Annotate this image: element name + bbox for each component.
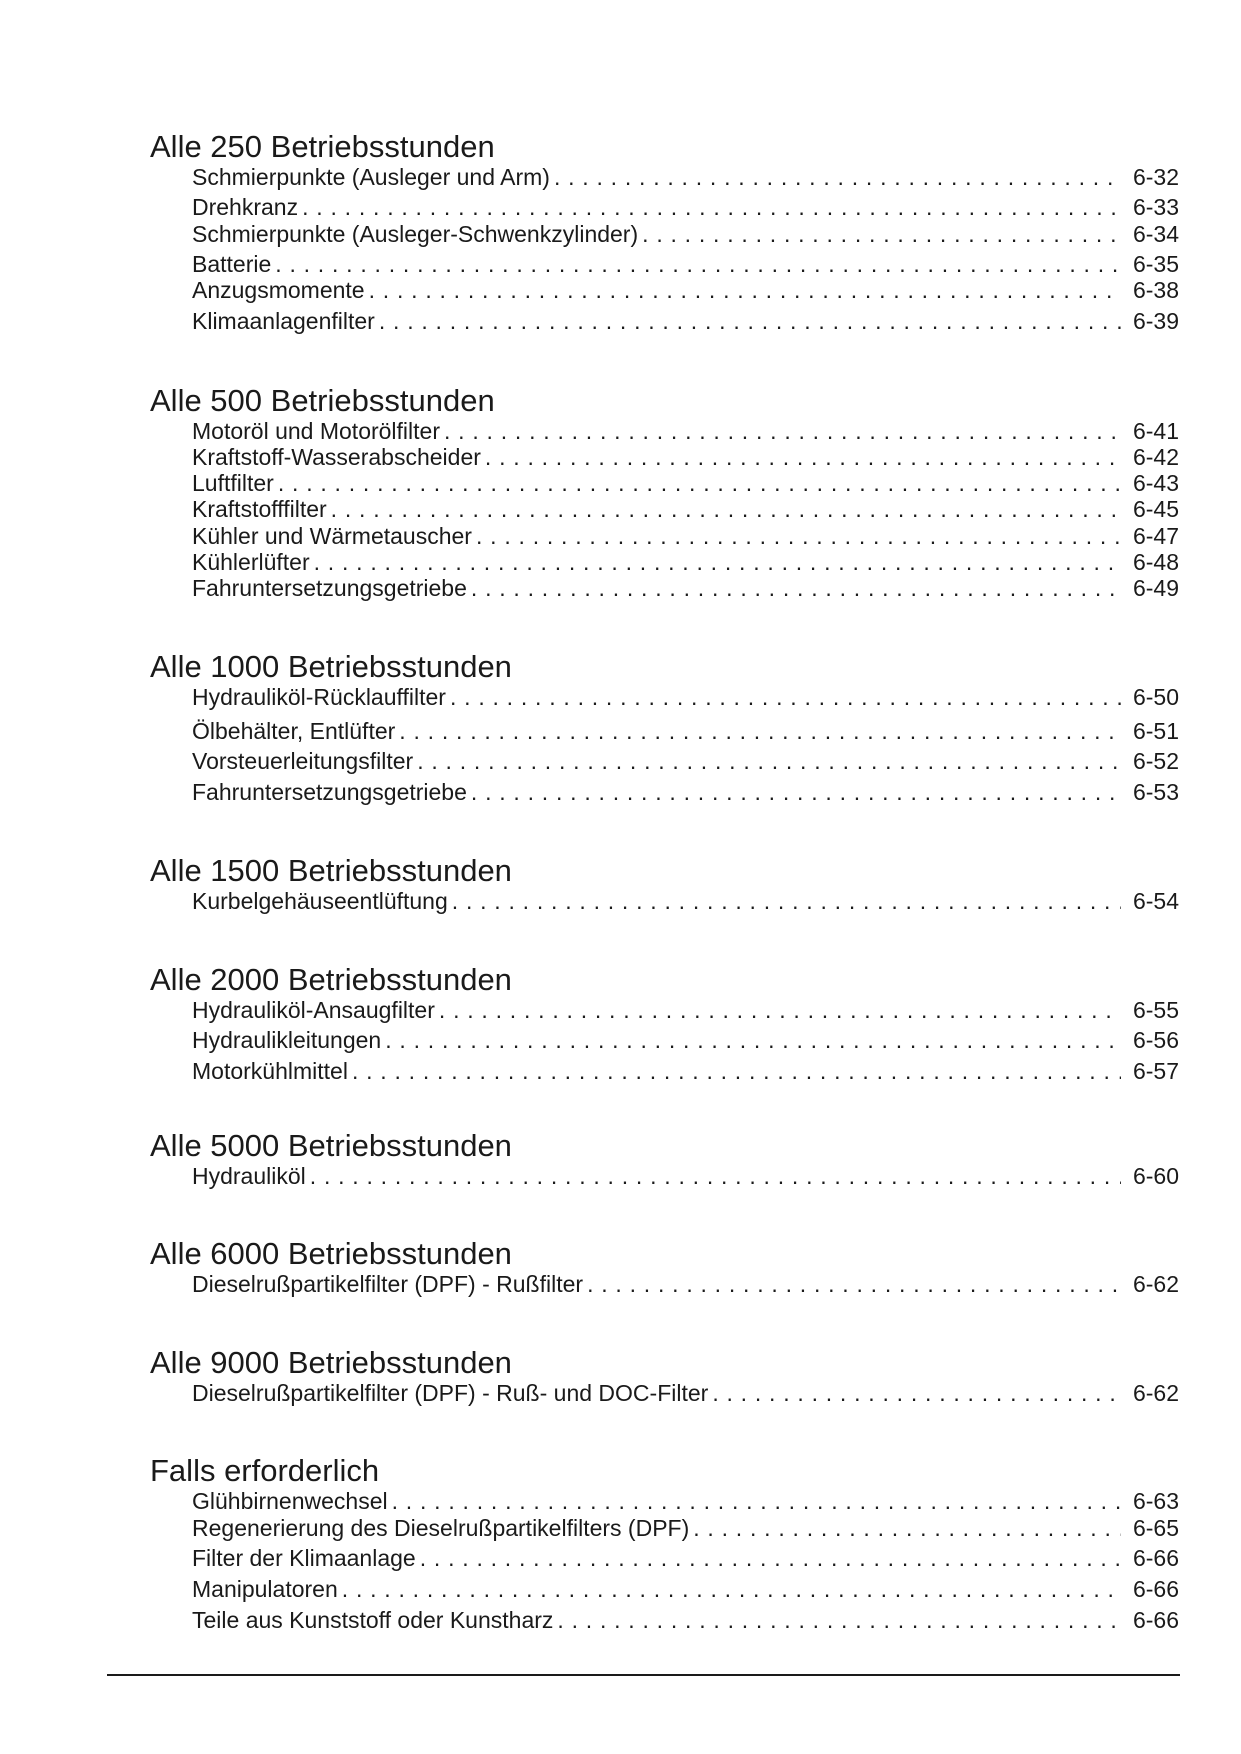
dot-leader [399,718,1121,745]
toc-entry[interactable] [192,1027,1179,1054]
toc-entry[interactable] [192,523,1179,550]
toc-entry-label: Hydrauliköl-Rücklauffilter [192,684,446,710]
toc-entry-label: Motorkühlmittel [192,1058,348,1084]
toc-entry-page: 6-66 [1132,1607,1179,1633]
toc-entry[interactable] [192,308,1179,335]
toc-entry-label: Regenerierung des Dieselrußpartikelfilters (DPF) [192,1515,690,1541]
dot-leader [352,1058,1121,1085]
toc-entry[interactable] [192,888,1179,915]
toc-entry[interactable] [192,1380,1179,1407]
toc-entry[interactable] [192,1271,1179,1298]
section-heading-falls-erforderlich: Falls erforderlich [150,1453,380,1488]
section-heading-1500h: Alle 1500 Betriebsstunden [150,853,512,888]
toc-entry[interactable] [192,1163,1179,1190]
toc-entry-label: Kühlerlüfter [192,549,310,575]
toc-entry-page: 6-65 [1132,1515,1179,1541]
dot-leader [471,779,1121,806]
toc-entry[interactable] [192,1607,1179,1634]
toc-entry-label: Kraftstofffilter [192,496,327,522]
toc-entry-label: Motoröl und Motorölfilter [192,418,440,444]
dot-leader [554,164,1121,191]
toc-entry-page: 6-41 [1132,418,1179,444]
toc-entry[interactable] [192,997,1179,1024]
section-heading-1000h: Alle 1000 Betriebsstunden [150,649,512,684]
section-heading-9000h: Alle 9000 Betriebsstunden [150,1345,512,1380]
toc-entry-page: 6-62 [1132,1380,1179,1406]
toc-entry[interactable] [192,718,1179,745]
toc-entry-label: Teile aus Kunststoff oder Kunstharz [192,1607,554,1633]
dot-leader [471,575,1121,602]
dot-leader [420,1545,1121,1572]
toc-entry[interactable] [192,1545,1179,1572]
toc-entry-label: Hydraulikleitungen [192,1027,382,1053]
toc-entry-label: Dieselrußpartikelfilter (DPF) - Ruß- und DOC-Filter [192,1380,709,1406]
toc-entry[interactable] [192,1515,1179,1542]
toc-entry-page: 6-53 [1132,779,1179,805]
toc-entry-label: Glühbirnenwechsel [192,1488,388,1514]
toc-entry[interactable] [192,444,1179,471]
dot-leader [417,748,1121,775]
toc-entry-page: 6-60 [1132,1163,1179,1189]
toc-entry-page: 6-47 [1132,523,1179,549]
toc-entry-page: 6-39 [1132,308,1179,334]
section-heading-6000h: Alle 6000 Betriebsstunden [150,1236,512,1271]
toc-entry-page: 6-33 [1132,194,1179,220]
toc-entry[interactable] [192,575,1179,602]
toc-entry-label: Luftfilter [192,470,274,496]
dot-leader [379,308,1121,335]
dot-leader [450,684,1121,711]
dot-leader [278,470,1121,497]
toc-entry-label: Drehkranz [192,194,299,220]
toc-entry-label: Schmierpunkte (Ausleger und Arm) [192,164,550,190]
toc-entry-label: Fahruntersetzungsgetriebe [192,779,467,805]
dot-leader [439,997,1121,1024]
dot-leader [485,444,1121,471]
toc-entry-label: Kurbelgehäuseentlüftung [192,888,448,914]
toc-entry-page: 6-38 [1132,277,1179,303]
toc-entry-label: Hydrauliköl [192,1163,306,1189]
toc-entry-page: 6-62 [1132,1271,1179,1297]
toc-entry-page: 6-43 [1132,470,1179,496]
toc-entry[interactable] [192,470,1179,497]
toc-entry-page: 6-49 [1132,575,1179,601]
toc-entry[interactable] [192,748,1179,775]
toc-entry-page: 6-57 [1132,1058,1179,1084]
toc-entry-page: 6-32 [1132,164,1179,190]
toc-entry[interactable] [192,251,1179,278]
dot-leader [342,1576,1121,1603]
toc-entry[interactable] [192,496,1179,523]
toc-entry-label: Kraftstoff-Wasserabscheider [192,444,481,470]
toc-entry-label: Kühler und Wärmetauscher [192,523,472,549]
toc-entry-label: Ölbehälter, Entlüfter [192,718,396,744]
toc-entry-page: 6-42 [1132,444,1179,470]
dot-leader [392,1488,1121,1515]
dot-leader [314,549,1121,576]
toc-entry-page: 6-50 [1132,684,1179,710]
toc-entry-label: Filter der Klimaanlage [192,1545,416,1571]
toc-entry[interactable] [192,1576,1179,1603]
toc-entry-page: 6-51 [1132,718,1179,744]
toc-entry-page: 6-55 [1132,997,1179,1023]
dot-leader [587,1271,1121,1298]
section-heading-250h: Alle 250 Betriebsstunden [150,129,495,164]
dot-leader [331,496,1121,523]
dot-leader [369,277,1121,304]
dot-leader [385,1027,1121,1054]
toc-entry[interactable] [192,1058,1179,1085]
toc-entry[interactable] [192,1488,1179,1515]
toc-entry[interactable] [192,779,1179,806]
section-heading-5000h: Alle 5000 Betriebsstunden [150,1128,512,1163]
toc-entry-label: Anzugsmomente [192,277,365,303]
toc-entry-label: Manipulatoren [192,1576,338,1602]
toc-entry[interactable] [192,277,1179,304]
toc-entry[interactable] [192,418,1179,445]
toc-entry-label: Vorsteuerleitungsfilter [192,748,414,774]
toc-entry[interactable] [192,549,1179,576]
toc-entry-page: 6-63 [1132,1488,1179,1514]
toc-entry-label: Schmierpunkte (Ausleger-Schwenkzylinder) [192,221,639,247]
dot-leader [452,888,1121,915]
toc-entry-page: 6-66 [1132,1576,1179,1602]
toc-entry-page: 6-52 [1132,748,1179,774]
toc-entry-page: 6-48 [1132,549,1179,575]
toc-entry-label: Fahruntersetzungsgetriebe [192,575,467,601]
dot-leader [310,1163,1121,1190]
dot-leader [693,1515,1121,1542]
footer-rule [107,1674,1180,1676]
dot-leader [302,194,1121,221]
toc-entry[interactable] [192,194,1179,221]
dot-leader [275,251,1121,278]
section-heading-500h: Alle 500 Betriebsstunden [150,383,495,418]
toc-entry[interactable] [192,164,1179,191]
dot-leader [642,221,1121,248]
toc-entry-page: 6-66 [1132,1545,1179,1571]
toc-entry-label: Dieselrußpartikelfilter (DPF) - Rußfilter [192,1271,584,1297]
toc-entry-label: Klimaanlagenfilter [192,308,375,334]
dot-leader [712,1380,1121,1407]
toc-entry-page: 6-45 [1132,496,1179,522]
dot-leader [444,418,1121,445]
toc-entry-page: 6-34 [1132,221,1179,247]
toc-entry-page: 6-54 [1132,888,1179,914]
toc-entry-page: 6-35 [1132,251,1179,277]
toc-entry-label: Batterie [192,251,272,277]
section-heading-2000h: Alle 2000 Betriebsstunden [150,962,512,997]
dot-leader [476,523,1121,550]
toc-entry[interactable] [192,221,1179,248]
toc-entry-page: 6-56 [1132,1027,1179,1053]
toc-entry-label: Hydrauliköl-Ansaugfilter [192,997,435,1023]
toc-entry[interactable] [192,684,1179,711]
dot-leader [557,1607,1121,1634]
